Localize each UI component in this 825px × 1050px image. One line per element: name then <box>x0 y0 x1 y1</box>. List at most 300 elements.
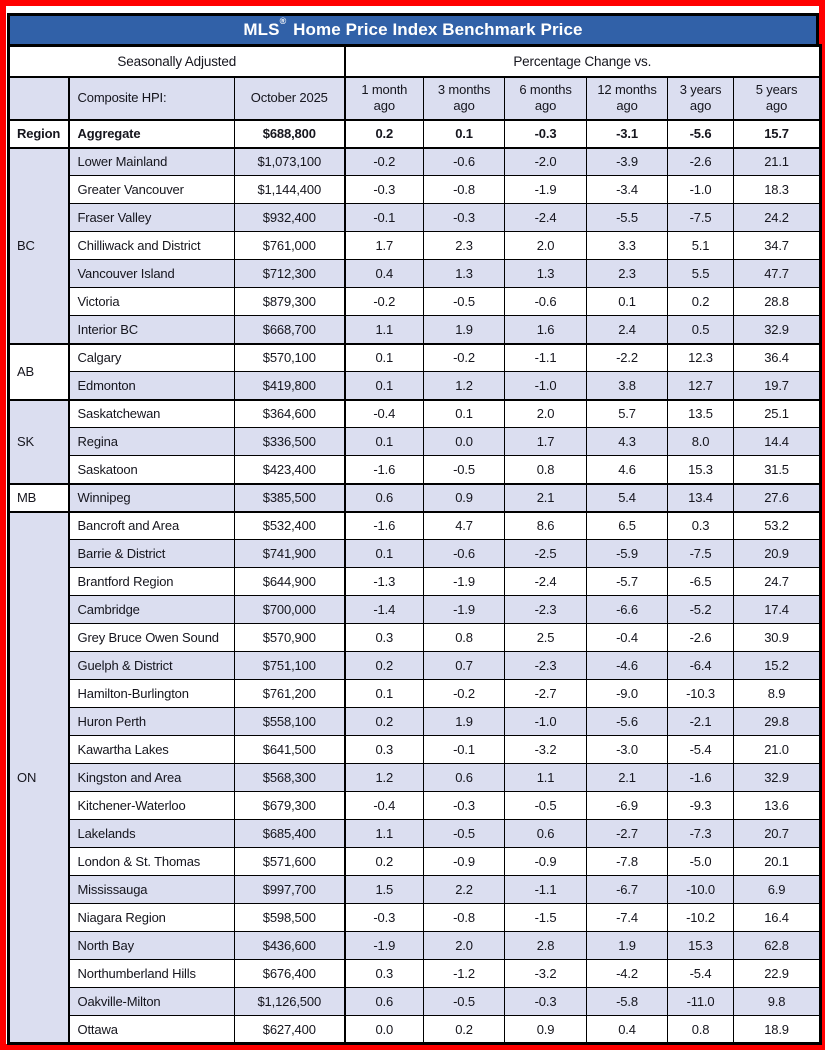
column-header-row <box>9 77 821 120</box>
area-name-cell: Calgary <box>69 344 235 372</box>
pct-change-cell: -5.2 <box>668 596 734 624</box>
pct-change-cell: 1.3 <box>424 260 505 288</box>
pct-change-cell: -2.4 <box>505 204 587 232</box>
pct-change-cell: -3.9 <box>587 148 668 176</box>
pct-change-cell: 0.9 <box>505 1016 587 1044</box>
price-cell: $598,500 <box>235 904 345 932</box>
pct-change-cell: -3.2 <box>505 736 587 764</box>
pct-change-cell: 8.0 <box>668 428 734 456</box>
pct-change-cell: -0.3 <box>505 988 587 1016</box>
pct-change-cell: -1.0 <box>505 372 587 400</box>
table-row <box>9 372 821 400</box>
pct-change-cell: 1.1 <box>345 316 424 344</box>
pct-change-cell: 0.3 <box>668 512 734 540</box>
pct-change-cell: -4.6 <box>587 652 668 680</box>
price-cell: $558,100 <box>235 708 345 736</box>
area-name-cell: Huron Perth <box>69 708 235 736</box>
pct-change-cell: 0.4 <box>345 260 424 288</box>
pct-change-cell: 5.5 <box>668 260 734 288</box>
area-name-cell: Mississauga <box>69 876 235 904</box>
price-cell: $700,000 <box>235 596 345 624</box>
pct-change-cell: 0.2 <box>345 708 424 736</box>
price-cell: $570,100 <box>235 344 345 372</box>
pct-change-cell: -0.8 <box>424 176 505 204</box>
pct-change-cell: 0.3 <box>345 960 424 988</box>
table-row <box>9 316 821 344</box>
region-column-header: Region <box>9 120 69 148</box>
area-name-cell: Greater Vancouver <box>69 176 235 204</box>
price-cell: $668,700 <box>235 316 345 344</box>
pct-change-cell: -2.6 <box>668 148 734 176</box>
region-label-bc: BC <box>9 148 69 344</box>
table-row <box>9 232 821 260</box>
pct-change-cell: 6.9 <box>734 876 821 904</box>
pct-change-cell: -2.5 <box>505 540 587 568</box>
table-row <box>9 512 821 540</box>
price-cell: $761,200 <box>235 680 345 708</box>
pct-change-cell: 0.1 <box>424 400 505 428</box>
table-row <box>9 428 821 456</box>
area-name-cell: Regina <box>69 428 235 456</box>
pct-change-cell: 2.2 <box>424 876 505 904</box>
pct-change-cell: -4.2 <box>587 960 668 988</box>
pct-change-cell: 2.1 <box>505 484 587 512</box>
pct-change-cell: -5.9 <box>587 540 668 568</box>
price-cell: $436,600 <box>235 932 345 960</box>
pct-change-cell: -10.3 <box>668 680 734 708</box>
pct-change-cell: 2.1 <box>587 764 668 792</box>
pct-change-cell: -0.4 <box>345 792 424 820</box>
period-header-3-months: 3 months ago <box>424 77 505 120</box>
pct-change-cell: 4.6 <box>587 456 668 484</box>
pct-change-cell: -1.9 <box>424 596 505 624</box>
table-row <box>9 708 821 736</box>
pct-change-cell: 22.9 <box>734 960 821 988</box>
pct-change-cell: 24.7 <box>734 568 821 596</box>
table-row <box>9 176 821 204</box>
aggregate-change-cell: -0.3 <box>505 120 587 148</box>
aggregate-change-cell: 15.7 <box>734 120 821 148</box>
area-name-cell: Lakelands <box>69 820 235 848</box>
area-name-cell: Oakville-Milton <box>69 988 235 1016</box>
pct-change-cell: -1.6 <box>345 456 424 484</box>
registered-trademark-symbol: ® <box>279 16 287 27</box>
pct-change-cell: 0.6 <box>345 484 424 512</box>
pct-change-cell: 2.3 <box>587 260 668 288</box>
pct-change-cell: -0.5 <box>505 792 587 820</box>
pct-change-cell: -0.2 <box>424 680 505 708</box>
pct-change-cell: -6.9 <box>587 792 668 820</box>
area-name-cell: Interior BC <box>69 316 235 344</box>
pct-change-cell: 0.2 <box>668 288 734 316</box>
aggregate-name-cell: Aggregate <box>69 120 235 148</box>
table-row <box>9 596 821 624</box>
pct-change-cell: -5.0 <box>668 848 734 876</box>
pct-change-cell: 1.3 <box>505 260 587 288</box>
pct-change-cell: 0.8 <box>424 624 505 652</box>
pct-change-cell: -0.3 <box>345 176 424 204</box>
table-row <box>9 932 821 960</box>
region-column-spacer <box>9 77 69 120</box>
pct-change-cell: -2.6 <box>668 624 734 652</box>
pct-change-cell: 62.8 <box>734 932 821 960</box>
pct-change-cell: 2.0 <box>505 232 587 260</box>
pct-change-cell: 0.4 <box>587 1016 668 1044</box>
pct-change-cell: 16.4 <box>734 904 821 932</box>
table-row <box>9 876 821 904</box>
pct-change-cell: 19.7 <box>734 372 821 400</box>
area-name-cell: Grey Bruce Owen Sound <box>69 624 235 652</box>
pct-change-cell: 2.4 <box>587 316 668 344</box>
pct-change-cell: -0.3 <box>424 204 505 232</box>
pct-change-cell: -5.4 <box>668 960 734 988</box>
pct-change-cell: 0.1 <box>345 680 424 708</box>
pct-change-cell: -2.3 <box>505 652 587 680</box>
table-row <box>9 288 821 316</box>
pct-change-cell: -1.0 <box>668 176 734 204</box>
area-name-cell: Saskatoon <box>69 456 235 484</box>
price-cell: $712,300 <box>235 260 345 288</box>
pct-change-cell: -5.8 <box>587 988 668 1016</box>
header-group-row <box>9 46 821 77</box>
price-cell: $644,900 <box>235 568 345 596</box>
table-row <box>9 988 821 1016</box>
pct-change-cell: 0.6 <box>505 820 587 848</box>
pct-change-cell: 8.6 <box>505 512 587 540</box>
pct-change-cell: 8.9 <box>734 680 821 708</box>
pct-change-cell: 1.9 <box>424 316 505 344</box>
price-cell: $676,400 <box>235 960 345 988</box>
price-cell: $571,600 <box>235 848 345 876</box>
pct-change-cell: 0.0 <box>345 1016 424 1044</box>
pct-change-cell: 0.7 <box>424 652 505 680</box>
area-name-cell: Victoria <box>69 288 235 316</box>
pct-change-cell: 1.1 <box>345 820 424 848</box>
pct-change-cell: 0.1 <box>345 540 424 568</box>
price-cell: $532,400 <box>235 512 345 540</box>
table-row <box>9 652 821 680</box>
area-name-cell: Saskatchewan <box>69 400 235 428</box>
pct-change-cell: -1.1 <box>505 876 587 904</box>
pct-change-cell: 0.6 <box>424 764 505 792</box>
pct-change-cell: -7.5 <box>668 204 734 232</box>
price-cell: $364,600 <box>235 400 345 428</box>
pct-change-cell: -3.2 <box>505 960 587 988</box>
pct-change-cell: 0.8 <box>668 1016 734 1044</box>
pct-change-cell: 9.8 <box>734 988 821 1016</box>
aggregate-change-cell: 0.1 <box>424 120 505 148</box>
pct-change-cell: -0.9 <box>505 848 587 876</box>
table-title <box>7 13 819 44</box>
table-container <box>7 13 822 1045</box>
table-row <box>9 568 821 596</box>
table-row <box>9 680 821 708</box>
pct-change-cell: 13.5 <box>668 400 734 428</box>
pct-change-cell: -2.7 <box>587 820 668 848</box>
aggregate-price-cell: $688,800 <box>235 120 345 148</box>
area-name-cell: Vancouver Island <box>69 260 235 288</box>
period-header-6-months: 6 months ago <box>505 77 587 120</box>
pct-change-cell: -0.1 <box>345 204 424 232</box>
pct-change-cell: -10.2 <box>668 904 734 932</box>
pct-change-cell: -7.4 <box>587 904 668 932</box>
pct-change-cell: 0.5 <box>668 316 734 344</box>
pct-change-cell: 36.4 <box>734 344 821 372</box>
pct-change-cell: 15.3 <box>668 932 734 960</box>
pct-change-cell: 32.9 <box>734 764 821 792</box>
region-label-mb: MB <box>9 484 69 512</box>
pct-change-cell: -0.2 <box>424 344 505 372</box>
pct-change-cell: 28.8 <box>734 288 821 316</box>
pct-change-cell: -3.0 <box>587 736 668 764</box>
table-row <box>9 400 821 428</box>
pct-change-cell: 0.1 <box>587 288 668 316</box>
pct-change-cell: 3.8 <box>587 372 668 400</box>
area-name-cell: Cambridge <box>69 596 235 624</box>
price-cell: $570,900 <box>235 624 345 652</box>
area-name-cell: Hamilton-Burlington <box>69 680 235 708</box>
pct-change-cell: 14.4 <box>734 428 821 456</box>
pct-change-cell: 2.0 <box>424 932 505 960</box>
pct-change-cell: -1.1 <box>505 344 587 372</box>
area-name-cell: London & St. Thomas <box>69 848 235 876</box>
pct-change-cell: -6.6 <box>587 596 668 624</box>
pct-change-cell: -7.3 <box>668 820 734 848</box>
pct-change-cell: 0.2 <box>345 848 424 876</box>
area-name-cell: Barrie & District <box>69 540 235 568</box>
pct-change-cell: -11.0 <box>668 988 734 1016</box>
pct-change-cell: 1.9 <box>424 708 505 736</box>
area-name-cell: Niagara Region <box>69 904 235 932</box>
table-row <box>9 904 821 932</box>
pct-change-cell: 47.7 <box>734 260 821 288</box>
pct-change-cell: 0.1 <box>345 428 424 456</box>
table-row <box>9 204 821 232</box>
pct-change-cell: -1.6 <box>668 764 734 792</box>
pct-change-cell: 13.4 <box>668 484 734 512</box>
pct-change-cell: 2.3 <box>424 232 505 260</box>
pct-change-cell: 0.2 <box>424 1016 505 1044</box>
pct-change-cell: 31.5 <box>734 456 821 484</box>
aggregate-row <box>9 120 821 148</box>
pct-change-cell: -0.8 <box>424 904 505 932</box>
pct-change-cell: 0.3 <box>345 736 424 764</box>
price-cell: $1,073,100 <box>235 148 345 176</box>
price-cell: $419,800 <box>235 372 345 400</box>
pct-change-cell: -0.1 <box>424 736 505 764</box>
pct-change-cell: -7.5 <box>668 540 734 568</box>
price-cell: $641,500 <box>235 736 345 764</box>
pct-change-cell: 1.6 <box>505 316 587 344</box>
area-name-cell: Guelph & District <box>69 652 235 680</box>
pct-change-cell: -0.9 <box>424 848 505 876</box>
pct-change-cell: -1.3 <box>345 568 424 596</box>
pct-change-cell: -0.5 <box>424 288 505 316</box>
table-body <box>9 148 821 1044</box>
pct-change-cell: 1.1 <box>505 764 587 792</box>
pct-change-cell: 12.3 <box>668 344 734 372</box>
pct-change-cell: 1.7 <box>505 428 587 456</box>
aggregate-change-cell: 0.2 <box>345 120 424 148</box>
pct-change-cell: 4.3 <box>587 428 668 456</box>
area-name-cell: Edmonton <box>69 372 235 400</box>
pct-change-cell: 0.8 <box>505 456 587 484</box>
table-row <box>9 260 821 288</box>
region-label-on: ON <box>9 512 69 1044</box>
pct-change-cell: -0.4 <box>345 400 424 428</box>
pct-change-cell: 2.8 <box>505 932 587 960</box>
pct-change-cell: 5.7 <box>587 400 668 428</box>
price-cell: $879,300 <box>235 288 345 316</box>
price-cell: $679,300 <box>235 792 345 820</box>
pct-change-cell: -1.6 <box>345 512 424 540</box>
pct-change-cell: -1.5 <box>505 904 587 932</box>
pct-change-cell: 15.3 <box>668 456 734 484</box>
pct-change-cell: 0.3 <box>345 624 424 652</box>
hpi-table <box>7 44 822 1045</box>
pct-change-cell: -2.2 <box>587 344 668 372</box>
pct-change-cell: -5.5 <box>587 204 668 232</box>
pct-change-cell: -2.4 <box>505 568 587 596</box>
pct-change-cell: 24.2 <box>734 204 821 232</box>
period-header-5-years: 5 years ago <box>734 77 821 120</box>
price-cell: $685,400 <box>235 820 345 848</box>
region-label-sk: SK <box>9 400 69 484</box>
area-name-cell: Fraser Valley <box>69 204 235 232</box>
price-cell: $932,400 <box>235 204 345 232</box>
pct-change-cell: -6.4 <box>668 652 734 680</box>
pct-change-cell: 25.1 <box>734 400 821 428</box>
price-cell: $385,500 <box>235 484 345 512</box>
pct-change-cell: -0.3 <box>345 904 424 932</box>
pct-change-cell: 5.1 <box>668 232 734 260</box>
pct-change-cell: 6.5 <box>587 512 668 540</box>
pct-change-cell: -1.2 <box>424 960 505 988</box>
pct-change-cell: 3.3 <box>587 232 668 260</box>
price-cell: $751,100 <box>235 652 345 680</box>
table-row <box>9 820 821 848</box>
pct-change-cell: -2.1 <box>668 708 734 736</box>
price-cell: $423,400 <box>235 456 345 484</box>
price-cell: $336,500 <box>235 428 345 456</box>
table-row <box>9 624 821 652</box>
period-header-12-months: 12 months ago <box>587 77 668 120</box>
pct-change-cell: 1.2 <box>424 372 505 400</box>
price-cell: $997,700 <box>235 876 345 904</box>
pct-change-cell: -0.4 <box>587 624 668 652</box>
pct-change-cell: -7.8 <box>587 848 668 876</box>
table-row <box>9 792 821 820</box>
pct-change-cell: -0.3 <box>424 792 505 820</box>
pct-change-cell: 1.9 <box>587 932 668 960</box>
price-cell: $1,126,500 <box>235 988 345 1016</box>
pct-change-cell: -1.0 <box>505 708 587 736</box>
pct-change-cell: 12.7 <box>668 372 734 400</box>
period-header-1-month: 1 month ago <box>345 77 424 120</box>
pct-change-cell: -2.7 <box>505 680 587 708</box>
pct-change-cell: -10.0 <box>668 876 734 904</box>
area-name-cell: Kingston and Area <box>69 764 235 792</box>
pct-change-cell: 0.1 <box>345 372 424 400</box>
pct-change-cell: -0.2 <box>345 148 424 176</box>
area-name-cell: Bancroft and Area <box>69 512 235 540</box>
pct-change-cell: -5.4 <box>668 736 734 764</box>
pct-change-cell: -0.5 <box>424 988 505 1016</box>
pct-change-cell: 34.7 <box>734 232 821 260</box>
table-row <box>9 736 821 764</box>
area-name-cell: North Bay <box>69 932 235 960</box>
pct-change-cell: 20.1 <box>734 848 821 876</box>
table-row <box>9 848 821 876</box>
pct-change-cell: -1.9 <box>345 932 424 960</box>
pct-change-cell: -0.6 <box>424 148 505 176</box>
pct-change-cell: -1.4 <box>345 596 424 624</box>
table-row <box>9 344 821 372</box>
area-name-cell: Chilliwack and District <box>69 232 235 260</box>
pct-change-cell: -1.9 <box>505 176 587 204</box>
price-cell: $627,400 <box>235 1016 345 1044</box>
seasonally-adjusted-header: Seasonally Adjusted <box>9 46 345 77</box>
pct-change-cell: 0.9 <box>424 484 505 512</box>
table-row <box>9 960 821 988</box>
pct-change-cell: 2.5 <box>505 624 587 652</box>
date-column-header: October 2025 <box>235 77 345 120</box>
pct-change-cell: 0.6 <box>345 988 424 1016</box>
pct-change-cell: 0.2 <box>345 652 424 680</box>
table-row <box>9 456 821 484</box>
pct-change-cell: 27.6 <box>734 484 821 512</box>
pct-change-cell: 1.7 <box>345 232 424 260</box>
pct-change-cell: 15.2 <box>734 652 821 680</box>
pct-change-cell: 13.6 <box>734 792 821 820</box>
pct-change-cell: -2.3 <box>505 596 587 624</box>
pct-change-cell: 18.3 <box>734 176 821 204</box>
pct-change-cell: -0.6 <box>424 540 505 568</box>
pct-change-cell: 0.0 <box>424 428 505 456</box>
pct-change-cell: -6.7 <box>587 876 668 904</box>
pct-change-cell: -9.3 <box>668 792 734 820</box>
pct-change-cell: 1.2 <box>345 764 424 792</box>
area-name-cell: Lower Mainland <box>69 148 235 176</box>
composite-hpi-label: Composite HPI: <box>69 77 235 120</box>
pct-change-cell: 2.0 <box>505 400 587 428</box>
period-header-3-years: 3 years ago <box>668 77 734 120</box>
pct-change-cell: -0.5 <box>424 820 505 848</box>
percentage-change-header: Percentage Change vs. <box>345 46 821 77</box>
table-row <box>9 540 821 568</box>
table-row <box>9 764 821 792</box>
area-name-cell: Northumberland Hills <box>69 960 235 988</box>
pct-change-cell: -5.6 <box>587 708 668 736</box>
pct-change-cell: -5.7 <box>587 568 668 596</box>
pct-change-cell: -9.0 <box>587 680 668 708</box>
aggregate-change-cell: -3.1 <box>587 120 668 148</box>
pct-change-cell: -3.4 <box>587 176 668 204</box>
pct-change-cell: 53.2 <box>734 512 821 540</box>
price-cell: $1,144,400 <box>235 176 345 204</box>
price-cell: $761,000 <box>235 232 345 260</box>
pct-change-cell: 4.7 <box>424 512 505 540</box>
aggregate-change-cell: -5.6 <box>668 120 734 148</box>
price-cell: $568,300 <box>235 764 345 792</box>
pct-change-cell: 5.4 <box>587 484 668 512</box>
area-name-cell: Kitchener-Waterloo <box>69 792 235 820</box>
pct-change-cell: 20.7 <box>734 820 821 848</box>
pct-change-cell: 20.9 <box>734 540 821 568</box>
table-row <box>9 1016 821 1044</box>
pct-change-cell: 17.4 <box>734 596 821 624</box>
pct-change-cell: -1.9 <box>424 568 505 596</box>
